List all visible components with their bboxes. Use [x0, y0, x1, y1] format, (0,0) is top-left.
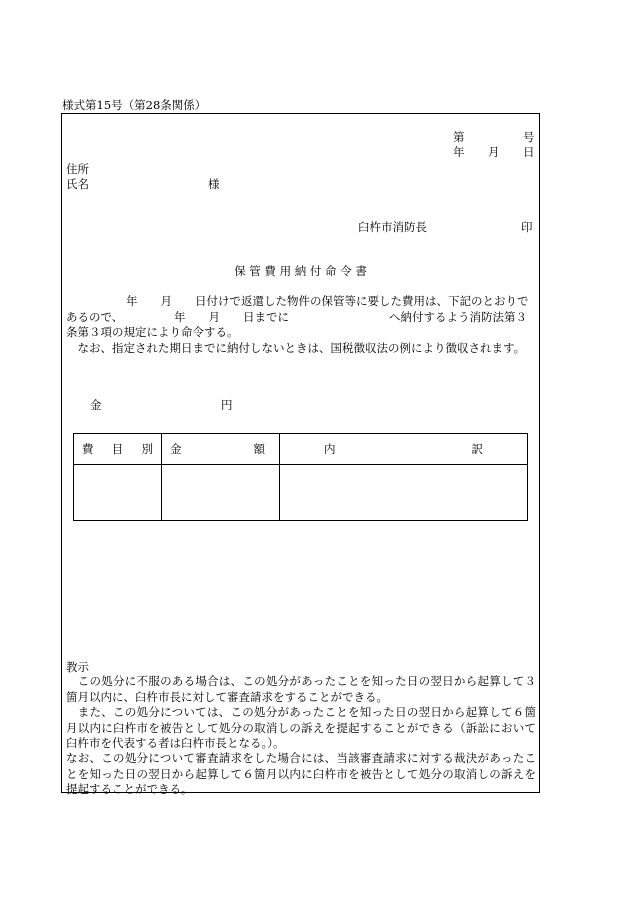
body-line-2-date: 年 月 日までに — [174, 310, 289, 324]
cell-amount — [162, 465, 280, 521]
amount-yen: 円 — [221, 398, 233, 412]
doc-date-day: 日 — [523, 145, 535, 159]
notice-paragraph-2: また、この処分については、この処分があったことを知った日の翌日から起算して６箇月以内に臼杵市を被告として処分の取消しの訴えを提起することができる（訴訟において臼杵市を代表する者は臼杵市長となる。）。 — [66, 705, 536, 750]
notice-heading: 教示 — [66, 660, 89, 674]
table-header-row — [74, 434, 528, 465]
body-line-4: なお、指定された期日までに納付しないときは、国税徴収法の例により徴収されます。 — [66, 341, 526, 355]
name-label: 氏名 — [66, 177, 89, 191]
address-label: 住所 — [66, 162, 89, 176]
doc-number-dai: 第 — [453, 130, 465, 144]
body-line-3: 条第３項の規定により命令する。 — [66, 325, 239, 339]
cell-cost-item — [74, 465, 162, 521]
amount-kin: 金 — [90, 398, 102, 412]
seal-mark: 印 — [521, 220, 533, 234]
issuer-title: 臼杵市消防長 — [358, 220, 427, 234]
table-row — [74, 465, 528, 521]
body-line-2-suffix: へ納付するよう消防法第３ — [389, 310, 527, 324]
notice-paragraph-3: なお、この処分について審査請求をした場合には、当該審査請求に対する裁決があったことを知った日の翌日から起算して６箇月以内に臼杵市を被告として処分の取消しの訴えを提起することができる。 — [66, 751, 536, 796]
body-line-2-prefix: あるので、 — [66, 310, 124, 324]
notice-paragraph-1: この処分に不服のある場合は、この処分があったことを知った日の翌日から起算して３箇月以内に、臼杵市長に対して審査請求をすることができる。 — [66, 674, 536, 704]
doc-title: 保 管 費 用 納 付 命 令 書 — [234, 264, 367, 278]
body-line-1: 年 月 日付けで返還した物件の保管等に要した費用は、下記のとおりで — [126, 294, 529, 308]
header-cost-item: 費 目 別 — [74, 434, 162, 465]
header-breakdown: 内 訳 — [280, 434, 528, 465]
doc-date-month: 月 — [488, 145, 500, 159]
doc-number-go: 号 — [523, 130, 535, 144]
doc-date-year: 年 — [453, 145, 465, 159]
cost-breakdown-table — [73, 433, 528, 521]
header-amount: 金 額 — [162, 434, 280, 465]
honorific-sama: 様 — [208, 177, 220, 191]
form-label: 様式第15号（第28条関係） — [62, 98, 207, 112]
cell-breakdown — [280, 465, 528, 521]
